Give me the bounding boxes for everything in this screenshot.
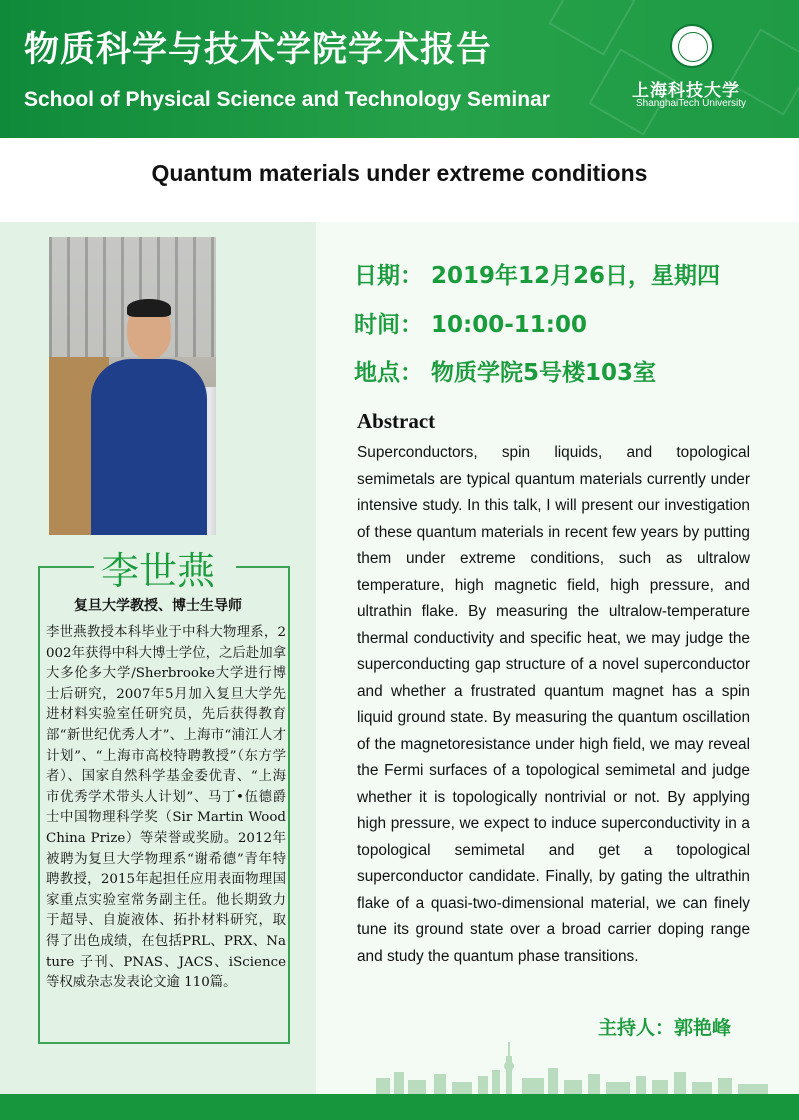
hexagon-decoration	[548, 0, 635, 56]
host-label: 主持人：	[598, 1017, 675, 1039]
date-label: 日期：	[354, 263, 423, 289]
university-name-cn: 上海科技大学	[632, 81, 740, 101]
place-label: 地点：	[354, 360, 423, 386]
time-row	[354, 306, 587, 339]
time-value: 10:00-11:00	[431, 312, 587, 338]
speaker-bio: 李世燕教授本科毕业于中科大物理系，2002年获得中科大博士学位，之后赴加拿大多伦多大学/Sherbrooke大学进行博士后研究，2007年5月加入复旦大学先进材料实验室任研究员，先后获得教育部“新世纪优秀人才”、上海市“浦江人才计划”、“上海市高校特聘教授”（东方学者）、国家自然科学基金委优青、“上海市优秀学术带头人计划”、马丁•伍德爵士中国物理科学奖（Sir Martin Wood China Prize）等荣誉或奖励。2012年被聘为复旦大学物理系“谢希德”青年特聘教授，2015年起担任应用表面物理国家重点实验室常务副主任。他长期致力于超导、自旋液体、拓扑材料研究，取得了出色成绩，在包括PRL、PRX、Nature 子刊、PNAS、JACS、iScience等权威杂志发表论文逾 110篇。	[46, 625, 286, 991]
speaker-name: 李世燕	[100, 549, 215, 593]
speaker-photo	[49, 237, 216, 535]
page-title-en: School of Physical Science and Technology Seminar	[24, 88, 550, 111]
place-row	[354, 354, 656, 387]
university-seal-icon	[670, 24, 714, 68]
time-label: 时间：	[354, 312, 423, 338]
host-name: 郭艳峰	[674, 1017, 732, 1039]
date-row	[354, 257, 720, 290]
place-value: 物质学院5号楼103室	[431, 360, 657, 386]
date-value: 2019年12月26日，星期四	[431, 263, 721, 289]
footer-bar	[0, 1094, 799, 1120]
abstract-text: Superconductors, spin liquids, and topological semimetals are typical quantum materials currently under intensive study. In this talk, I will present our investigation of these quantum materials in recent few years by putting them under extreme conditions, such as ultralow temperature, high magnetic field, high pressure, and ultrathin flake. By measuring the ultralow-temperature thermal conductivity and specific heat, we may judge the superconducting gap structure of a novel superconductor and whether a frustrated quantum magnet has a spin liquid ground state. By measuring the quantum oscillation of the magnetoresistance under high field, we may reveal the Fermi surfaces of a topological semimetal and judge whether it is topologically nontrivial or not. By applying high pressure, we expect to induce superconductivity in a topological semimetal and get a topological superconductor candidate. Finally, by gating the ultrathin flake of a quasi-two-dimensional material, we can finely tune its ground state over a broad carrier doping range and study the quantum phase transitions.	[357, 444, 750, 965]
speaker-position: 复旦大学教授、博士生导师	[74, 598, 242, 614]
city-skyline-icon	[316, 1040, 799, 1094]
header-banner	[0, 0, 799, 138]
university-name-en: ShanghaiTech University	[636, 98, 747, 109]
host-line	[598, 1013, 731, 1040]
abstract-heading: Abstract	[357, 409, 436, 433]
talk-title: Quantum materials under extreme conditions	[151, 160, 648, 186]
page-title-cn: 物质科学与技术学院学术报告	[24, 30, 493, 70]
